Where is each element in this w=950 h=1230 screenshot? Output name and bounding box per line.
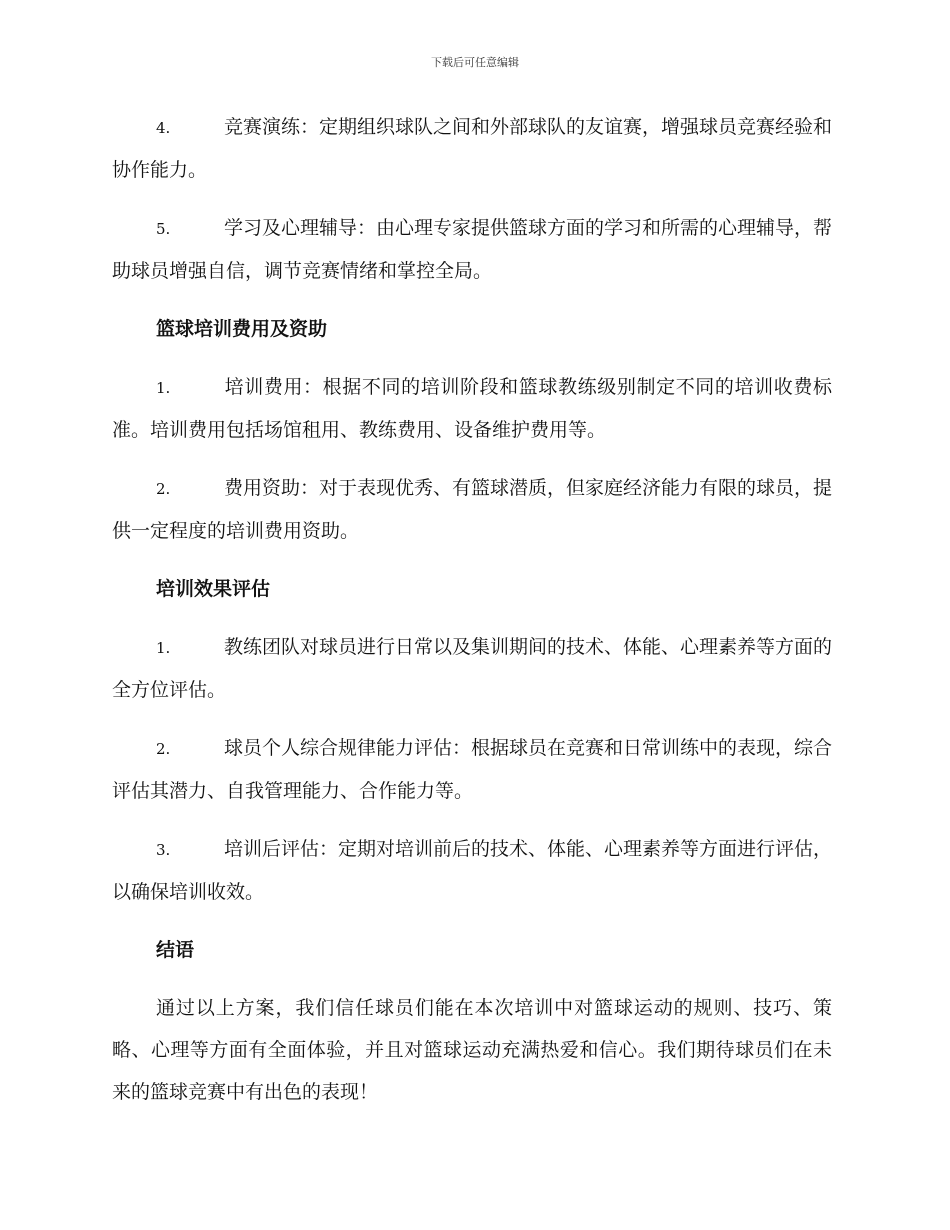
page-header: 下载后可任意编辑 <box>431 56 519 69</box>
list-number: 2. <box>156 480 171 498</box>
list-text: 竞赛演练：定期组织球队之间和外部球队的友谊赛，增强球员竞赛经验和协作能力。 <box>112 116 833 181</box>
list-item <box>112 207 832 292</box>
list-item <box>112 727 832 812</box>
section-heading-conclusion: 结语 <box>156 939 195 961</box>
list-text: 学习及心理辅导：由心理专家提供篮球方面的学习和所需的心理辅导，帮助球员增强自信，调节竞赛情绪和掌控全局。 <box>112 217 833 282</box>
list-item <box>112 106 832 191</box>
list-number: 3. <box>156 841 171 859</box>
section-heading-evaluation: 培训效果评估 <box>156 578 271 600</box>
section-heading-fees: 篮球培训费用及资助 <box>156 318 328 340</box>
list-number: 1. <box>156 639 171 657</box>
list-item <box>112 828 832 913</box>
list-number: 2. <box>156 740 171 758</box>
list-item <box>112 467 832 552</box>
list-number: 4. <box>156 119 171 137</box>
document-body <box>112 106 832 1129</box>
list-text: 培训后评估：定期对培训前后的技术、体能、心理素养等方面进行评估，以确保培训收效。 <box>112 838 833 903</box>
list-text: 球员个人综合规律能力评估：根据球员在竞赛和日常训练中的表现，综合评估其潜力、自我管理能力、合作能力等。 <box>112 737 833 802</box>
list-text: 费用资助：对于表现优秀、有篮球潜质，但家庭经济能力有限的球员，提供一定程度的培训费用资助。 <box>112 477 833 542</box>
list-number: 1. <box>156 379 171 397</box>
conclusion-paragraph: 通过以上方案，我们信任球员们能在本次培训中对篮球运动的规则、技巧、策略、心理等方面有全面体验，并且对篮球运动充满热爱和信心。我们期待球员们在未来的篮球竞赛中有出色的表现！ <box>112 997 832 1103</box>
list-text: 教练团队对球员进行日常以及集训期间的技术、体能、心理素养等方面的全方位评估。 <box>112 636 833 701</box>
list-text: 培训费用：根据不同的培训阶段和篮球教练级别制定不同的培训收费标准。培训费用包括场馆租用、教练费用、设备维护费用等。 <box>112 376 832 441</box>
list-item <box>112 626 832 711</box>
list-number: 5. <box>156 220 171 238</box>
list-item <box>112 366 832 451</box>
